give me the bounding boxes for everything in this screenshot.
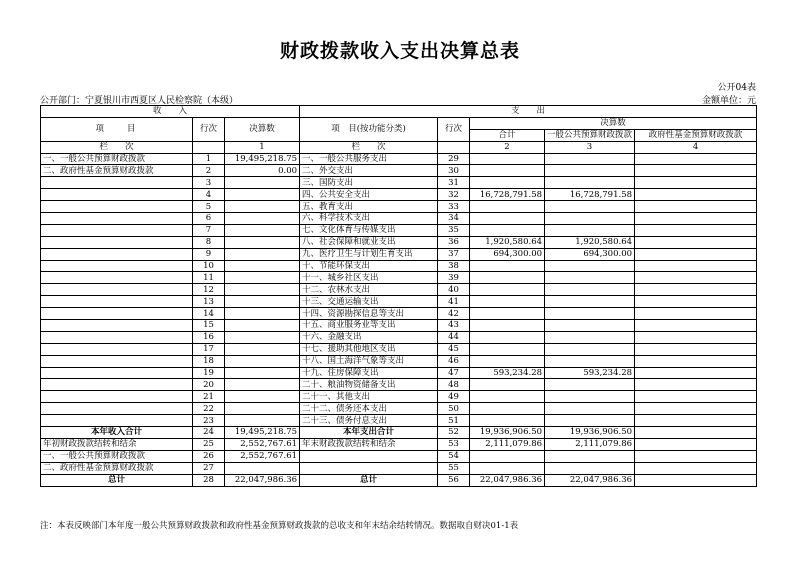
table-row [41,296,757,308]
expense-line-cell: 45 [438,343,470,355]
unit-label: 金额单位：元 [701,96,756,106]
expense-govfund-cell [635,331,757,343]
expense-govfund-cell [635,272,757,284]
expense-item-cell: 二十三、债务付息支出 [300,415,438,427]
form-number: 公开04表 [717,83,756,93]
income-amount-cell [225,213,300,225]
income-item-cell [41,403,193,415]
expense-govfund-cell [635,391,757,403]
income-item-cell [41,391,193,403]
income-line-cell: 23 [193,415,225,427]
item-header: 项 目 [41,117,193,141]
expense-govfund-cell [635,367,757,379]
expense-general-cell [545,415,635,427]
income-line-cell: 9 [193,248,225,260]
expense-item-cell: 四、公共安全支出 [300,189,438,201]
income-item-cell [41,355,193,367]
expense-total-cell [470,224,545,236]
expense-line-cell: 41 [438,296,470,308]
expense-general-cell [545,201,635,213]
expense-line-cell: 52 [438,427,470,439]
income-line-cell: 17 [193,343,225,355]
income-amount-cell [225,391,300,403]
expense-line-cell: 54 [438,450,470,462]
expense-govfund-cell [635,415,757,427]
item-func-header: 项 目(按功能分类) [300,117,438,141]
expense-total-cell: 593,234.28 [470,367,545,379]
expense-total-cell [470,450,545,462]
income-amount-cell [225,343,300,355]
expense-item-cell: 一、一般公共服务支出 [300,153,438,165]
lanci-right-line [438,141,470,153]
expense-total-cell: 16,728,791.58 [470,189,545,201]
income-line-cell: 10 [193,260,225,272]
line2-header: 行次 [438,117,470,141]
income-line-cell: 1 [193,153,225,165]
expense-item-cell [300,450,438,462]
expense-line-cell: 49 [438,391,470,403]
income-amount-cell [225,236,300,248]
expense-item-cell: 总计 [300,474,438,486]
expense-govfund-cell [635,450,757,462]
page-title: 财政拨款收入支出决算总表 [279,40,520,62]
income-amount-cell [225,403,300,415]
income-line-cell: 24 [193,427,225,439]
income-line-cell: 13 [193,296,225,308]
income-line-cell: 8 [193,236,225,248]
income-amount-cell [225,201,300,213]
expense-govfund-cell [635,462,757,474]
expense-general-cell [545,343,635,355]
expense-item-cell: 十六、金融支出 [300,331,438,343]
income-amount-cell [225,284,300,296]
table-row [41,343,757,355]
income-item-cell [41,331,193,343]
table-row [41,177,757,189]
table-row [41,331,757,343]
expense-general-cell [545,177,635,189]
expense-general-cell: 1,920,580.64 [545,236,635,248]
table-row [41,391,757,403]
expense-general-cell [545,403,635,415]
expense-total-cell [470,165,545,177]
expense-line-cell: 39 [438,272,470,284]
budget-header: 决算数 [225,117,300,141]
expense-total-cell [470,201,545,213]
expense-general-cell: 2,111,079.86 [545,438,635,450]
expense-total-cell: 19,936,906.50 [470,427,545,439]
expense-total-cell [470,308,545,320]
expense-line-cell: 56 [438,474,470,486]
expense-total-cell [470,403,545,415]
expense-govfund-cell [635,260,757,272]
expense-total-cell [470,391,545,403]
income-line-cell: 14 [193,308,225,320]
expense-general-cell [545,260,635,272]
expense-line-cell: 29 [438,153,470,165]
expense-total-cell [470,415,545,427]
income-item-cell [41,320,193,332]
income-amount-cell [225,177,300,189]
income-item-cell [41,343,193,355]
col2-label: 2 [470,141,545,153]
expense-item-cell: 十五、商业服务业等支出 [300,320,438,332]
expense-line-cell: 36 [438,236,470,248]
income-amount-cell [225,462,300,474]
income-line-cell: 12 [193,284,225,296]
income-item-cell [41,213,193,225]
income-amount-cell: 19,495,218.75 [225,427,300,439]
income-line-cell: 2 [193,165,225,177]
table-row [41,308,757,320]
income-header: 收 入 [41,106,300,118]
expense-total-cell [470,331,545,343]
expense-govfund-cell [635,153,757,165]
expense-total-cell: 1,920,580.64 [470,236,545,248]
expense-line-cell: 47 [438,367,470,379]
expense-govfund-cell [635,189,757,201]
expense-item-cell: 二十、粮油物资储备支出 [300,379,438,391]
expense-general-cell: 694,300.00 [545,248,635,260]
expense-govfund-cell [635,343,757,355]
income-item-cell [41,272,193,284]
line-header: 行次 [193,117,225,141]
table-row [41,427,757,439]
expense-govfund-cell [635,320,757,332]
expense-general-cell [545,462,635,474]
income-amount-cell [225,415,300,427]
table-row [41,367,757,379]
expense-item-cell: 五、教育支出 [300,201,438,213]
lanci-left: 栏 次 [41,141,193,153]
expense-item-cell: 十九、住房保障支出 [300,367,438,379]
expense-govfund-cell [635,224,757,236]
expense-line-cell: 31 [438,177,470,189]
expense-item-cell [300,462,438,474]
expense-general-cell: 22,047,986.36 [545,474,635,486]
expense-total-cell [470,260,545,272]
income-amount-cell: 19,495,218.75 [225,153,300,165]
expense-govfund-cell [635,177,757,189]
expense-line-cell: 43 [438,320,470,332]
expense-total-cell [470,379,545,391]
income-line-cell: 22 [193,403,225,415]
income-amount-cell [225,189,300,201]
income-item-cell [41,284,193,296]
expense-general-cell [545,165,635,177]
expense-item-cell: 八、社会保障和就业支出 [300,236,438,248]
table-row [41,379,757,391]
table-row [41,403,757,415]
expense-govfund-cell [635,379,757,391]
expense-item-cell: 九、医疗卫生与计划生育支出 [300,248,438,260]
expense-item-cell: 二、外交支出 [300,165,438,177]
fiscal-summary-table [40,105,757,487]
income-item-cell: 一、一般公共预算财政拨款 [41,450,193,462]
expense-total-cell [470,320,545,332]
expense-general-cell [545,153,635,165]
income-amount-cell [225,296,300,308]
department-label: 公开部门：宁夏银川市西夏区人民检察院（本级） [40,96,239,106]
expense-govfund-cell [635,427,757,439]
income-amount-cell [225,355,300,367]
income-item-cell: 二、政府性基金预算财政拨款 [41,165,193,177]
income-line-cell: 20 [193,379,225,391]
expense-total-cell: 694,300.00 [470,248,545,260]
income-item-cell [41,236,193,248]
income-line-cell: 15 [193,320,225,332]
income-line-cell: 16 [193,331,225,343]
income-item-cell [41,248,193,260]
expense-total-cell [470,355,545,367]
expense-total-cell: 2,111,079.86 [470,438,545,450]
income-line-cell: 11 [193,272,225,284]
expense-govfund-cell [635,284,757,296]
income-item-cell [41,379,193,391]
income-item-cell [41,296,193,308]
expense-general-cell: 19,936,906.50 [545,427,635,439]
expense-general-cell [545,391,635,403]
lanci-right: 栏 次 [300,141,438,153]
income-line-cell: 26 [193,450,225,462]
expense-govfund-cell [635,165,757,177]
expense-general-cell [545,296,635,308]
expense-line-cell: 48 [438,379,470,391]
expense-govfund-cell [635,213,757,225]
table-row [41,284,757,296]
expense-govfund-cell [635,474,757,486]
income-amount-cell [225,272,300,284]
table-row [41,415,757,427]
table-row [41,189,757,201]
expense-total-cell [470,462,545,474]
expense-line-cell: 34 [438,213,470,225]
expense-general-cell [545,320,635,332]
expense-item-cell: 本年支出合计 [300,427,438,439]
income-item-cell [41,224,193,236]
income-line-cell: 6 [193,213,225,225]
expense-govfund-cell [635,296,757,308]
expense-item-cell: 十三、交通运输支出 [300,296,438,308]
expense-general-cell [545,331,635,343]
expense-line-cell: 50 [438,403,470,415]
income-line-cell: 28 [193,474,225,486]
expense-total-cell [470,343,545,355]
income-line-cell: 4 [193,189,225,201]
expense-line-cell: 35 [438,224,470,236]
income-line-cell: 21 [193,391,225,403]
table-row [41,165,757,177]
income-item-cell [41,415,193,427]
income-amount-cell [225,308,300,320]
table-row [41,213,757,225]
expense-line-cell: 40 [438,284,470,296]
expense-total-cell [470,296,545,308]
expense-govfund-cell [635,403,757,415]
income-amount-cell [225,379,300,391]
income-line-cell: 3 [193,177,225,189]
expense-item-cell: 年末财政拨款结转和结余 [300,438,438,450]
table-row [41,474,757,486]
income-item-cell: 总计 [41,474,193,486]
expense-total-cell [470,272,545,284]
income-line-cell: 25 [193,438,225,450]
expense-item-cell: 七、文化体育与传媒支出 [300,224,438,236]
table-row [41,201,757,213]
expense-line-cell: 55 [438,462,470,474]
income-line-cell: 7 [193,224,225,236]
expense-general-cell [545,284,635,296]
income-amount-cell [225,224,300,236]
expense-govfund-cell [635,248,757,260]
income-line-cell: 5 [193,201,225,213]
income-item-cell [41,177,193,189]
expense-line-cell: 37 [438,248,470,260]
expense-line-cell: 32 [438,189,470,201]
expense-general-cell [545,272,635,284]
income-line-cell: 27 [193,462,225,474]
income-item-cell: 一、一般公共预算财政拨款 [41,153,193,165]
col3-label: 3 [545,141,635,153]
expense-govfund-cell [635,201,757,213]
income-item-cell [41,260,193,272]
income-item-cell [41,308,193,320]
income-amount-cell [225,260,300,272]
expense-item-cell: 十七、援助其他地区支出 [300,343,438,355]
expense-line-cell: 33 [438,201,470,213]
expense-item-cell: 六、科学技术支出 [300,213,438,225]
income-item-cell [41,367,193,379]
expense-general-cell [545,355,635,367]
total-header: 合计 [470,129,545,141]
income-amount-cell: 2,552,767.61 [225,438,300,450]
expense-line-cell: 53 [438,438,470,450]
expense-item-cell: 三、国防支出 [300,177,438,189]
income-amount-cell: 2,552,767.61 [225,450,300,462]
expense-item-cell: 二十二、债务还本支出 [300,403,438,415]
table-row [41,224,757,236]
income-item-cell [41,201,193,213]
expense-general-cell [545,308,635,320]
expense-total-cell [470,153,545,165]
expense-total-cell [470,213,545,225]
table-row [41,260,757,272]
expense-govfund-cell [635,308,757,320]
expense-general-cell [545,224,635,236]
expense-govfund-cell [635,236,757,248]
expense-general-cell [545,379,635,391]
table-row [41,462,757,474]
expense-govfund-cell [635,355,757,367]
gov-fund-header: 政府性基金预算财政拨款 [635,129,757,141]
expense-general-cell [545,213,635,225]
expense-item-cell: 二十一、其他支出 [300,391,438,403]
income-amount-cell [225,331,300,343]
income-item-cell: 二、政府性基金预算财政拨款 [41,462,193,474]
income-item-cell [41,189,193,201]
expense-total-cell: 22,047,986.36 [470,474,545,486]
expense-item-cell: 十四、资源勘探信息等支出 [300,308,438,320]
table-row [41,438,757,450]
budget2-header: 决算数 [470,117,757,129]
income-amount-cell: 22,047,986.36 [225,474,300,486]
expense-line-cell: 51 [438,415,470,427]
income-amount-cell [225,367,300,379]
expense-govfund-cell [635,438,757,450]
income-amount-cell [225,320,300,332]
expense-line-cell: 38 [438,260,470,272]
footnote: 注：本表反映部门本年度一般公共预算财政拨款和政府性基金预算财政拨款的总收支和年末结余结转情况。数据取自财决01-1表 [40,521,519,531]
expense-item-cell: 十二、农林水支出 [300,284,438,296]
expense-total-cell [470,284,545,296]
income-item-cell: 年初财政拨款结转和结余 [41,438,193,450]
income-item-cell: 本年收入合计 [41,427,193,439]
income-amount-cell [225,248,300,260]
expense-header: 支 出 [300,106,757,118]
expense-general-cell [545,450,635,462]
income-line-cell: 18 [193,355,225,367]
col1-label: 1 [225,141,300,153]
expense-line-cell: 42 [438,308,470,320]
col4-label: 4 [635,141,757,153]
expense-general-cell: 593,234.28 [545,367,635,379]
table-row [41,236,757,248]
expense-line-cell: 44 [438,331,470,343]
table-row [41,450,757,462]
table-row [41,320,757,332]
expense-item-cell: 十一、城乡社区支出 [300,272,438,284]
expense-item-cell: 十、节能环保支出 [300,260,438,272]
table-row [41,248,757,260]
expense-line-cell: 30 [438,165,470,177]
lanci-left-line [193,141,225,153]
general-header: 一般公共预算财政拨款 [545,129,635,141]
income-line-cell: 19 [193,367,225,379]
expense-total-cell [470,177,545,189]
table-row [41,355,757,367]
table-row [41,153,757,165]
expense-general-cell: 16,728,791.58 [545,189,635,201]
table-row [41,272,757,284]
expense-line-cell: 46 [438,355,470,367]
income-amount-cell: 0.00 [225,165,300,177]
expense-item-cell: 十八、国土海洋气象等支出 [300,355,438,367]
